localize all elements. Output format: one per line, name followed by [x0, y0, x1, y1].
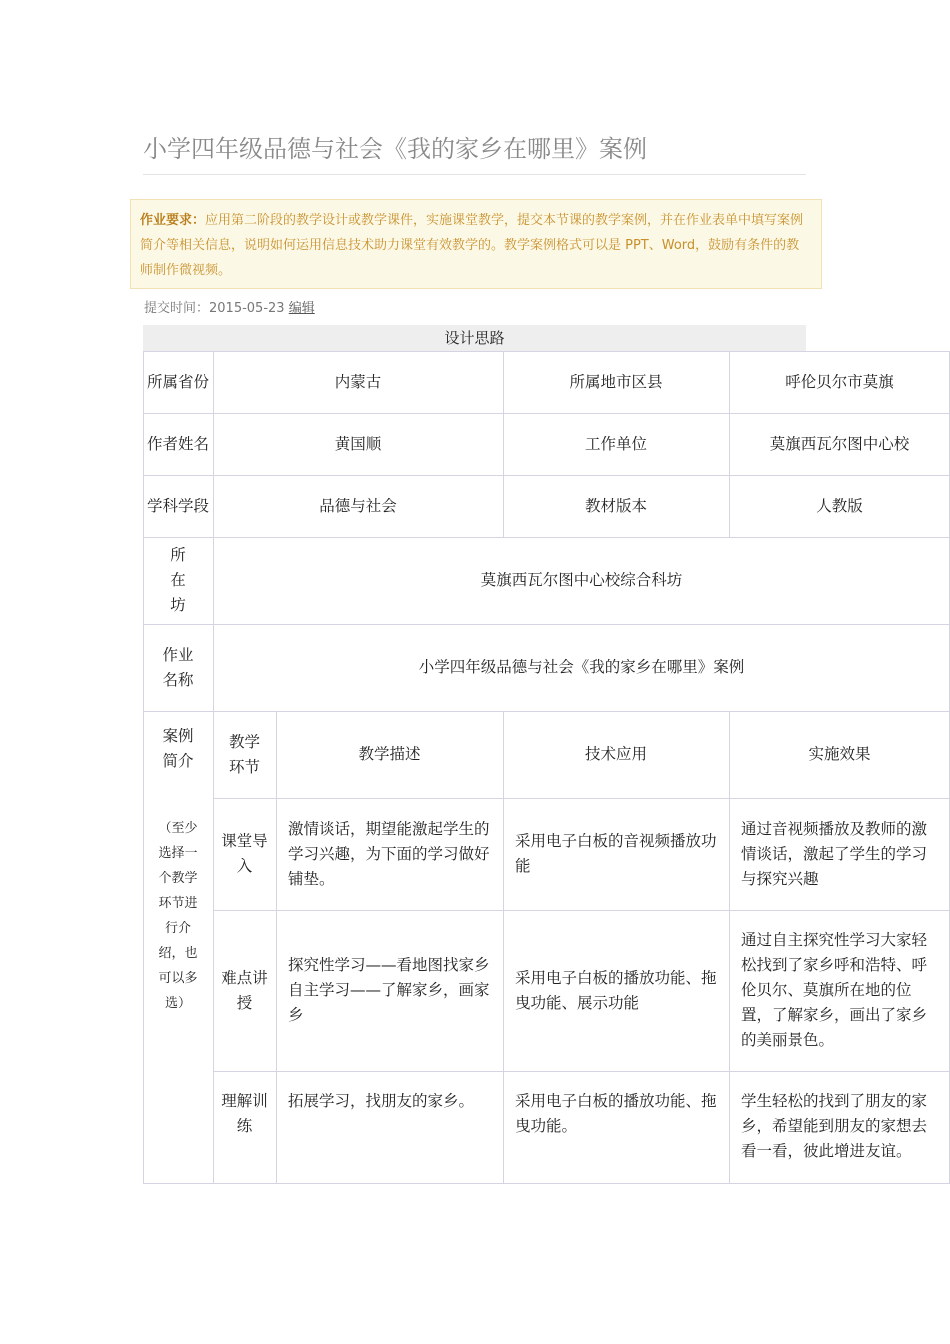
effect-cell: 通过自主探究性学习大家轻松找到了家乡呼和浩特、呼伦贝尔、莫旗所在地的位置，了解家乡，画出了家乡的美丽景色。 [741, 931, 928, 1049]
city-label: 所属地市区县 [569, 372, 663, 391]
col-stage-header: 教学环节 [228, 732, 260, 776]
notice-text: 应用第二阶段的教学设计或教学课件，实施课堂教学，提交本节课的教学案例，并在作业表单中填写案例简介等相关信息，说明如何运用信息技术助力课堂有效教学的。教学案例格式可以是 PPT、Word，鼓励有条件的教师制作微视频。 [140, 213, 804, 278]
author-label: 作者姓名 [146, 434, 209, 453]
subject-value: 品德与社会 [319, 496, 397, 515]
submit-date: 2015-05-23 [209, 301, 285, 316]
author-value: 黄国顺 [334, 434, 382, 453]
stage-cell: 课堂导入 [221, 832, 268, 875]
edition-value: 人教版 [816, 496, 863, 515]
notice-label: 作业要求： [140, 213, 206, 228]
province-label: 所属省份 [146, 372, 209, 391]
edition-label: 教材版本 [584, 496, 647, 515]
stage-cell: 理解训练 [221, 1092, 268, 1135]
effect-cell: 通过音视频播放及教师的激情谈话，激起了学生的学习与探究兴趣 [741, 819, 928, 888]
effect-cell: 学生轻松的找到了朋友的家乡，希望能到朋友的家想去看一看，彼此增进友谊。 [741, 1092, 928, 1160]
tech-cell: 采用电子白板的音视频播放功能 [515, 832, 717, 875]
col-desc-header: 教学描述 [358, 745, 421, 763]
subject-label: 学科学段 [146, 496, 209, 515]
tech-cell: 采用电子白板的播放功能、拖曳功能。 [515, 1092, 717, 1135]
desc-cell: 探究性学习——看地图找家乡 自主学习——了解家乡，画家乡 [288, 956, 490, 1024]
org-value: 莫旗西瓦尔图中心校 [769, 434, 910, 453]
stage-cell: 难点讲授 [221, 968, 268, 1012]
col-effect-header: 实施效果 [808, 745, 871, 763]
work-label: 作业名称 [162, 645, 194, 689]
workshop-label: 所在坊 [170, 546, 186, 614]
province-value: 内蒙古 [334, 372, 382, 391]
edit-link[interactable]: 编辑 [288, 301, 315, 316]
submit-label: 提交时间： [144, 301, 210, 316]
city-value: 呼伦贝尔市莫旗 [785, 372, 894, 391]
org-label: 工作单位 [584, 434, 647, 453]
section-title: 设计思路 [143, 325, 806, 351]
desc-cell: 拓展学习，找朋友的家乡。 [288, 1092, 475, 1110]
intro-note: （至少选择一个教学环节进行介绍，也可以多选） [158, 821, 198, 1011]
tech-cell: 采用电子白板的播放功能、拖曳功能、展示功能 [515, 968, 717, 1012]
page-title: 小学四年级品德与社会《我的家乡在哪里》案例 [143, 131, 806, 175]
work-value: 小学四年级品德与社会《我的家乡在哪里》案例 [418, 658, 745, 676]
desc-cell: 激情谈话，期望能激起学生的学习兴趣，为下面的学习做好铺垫。 [288, 819, 490, 888]
col-tech-header: 技术应用 [584, 745, 647, 763]
workshop-value: 莫旗西瓦尔图中心校综合科坊 [480, 571, 683, 589]
intro-label: 案例简介 [162, 727, 194, 770]
